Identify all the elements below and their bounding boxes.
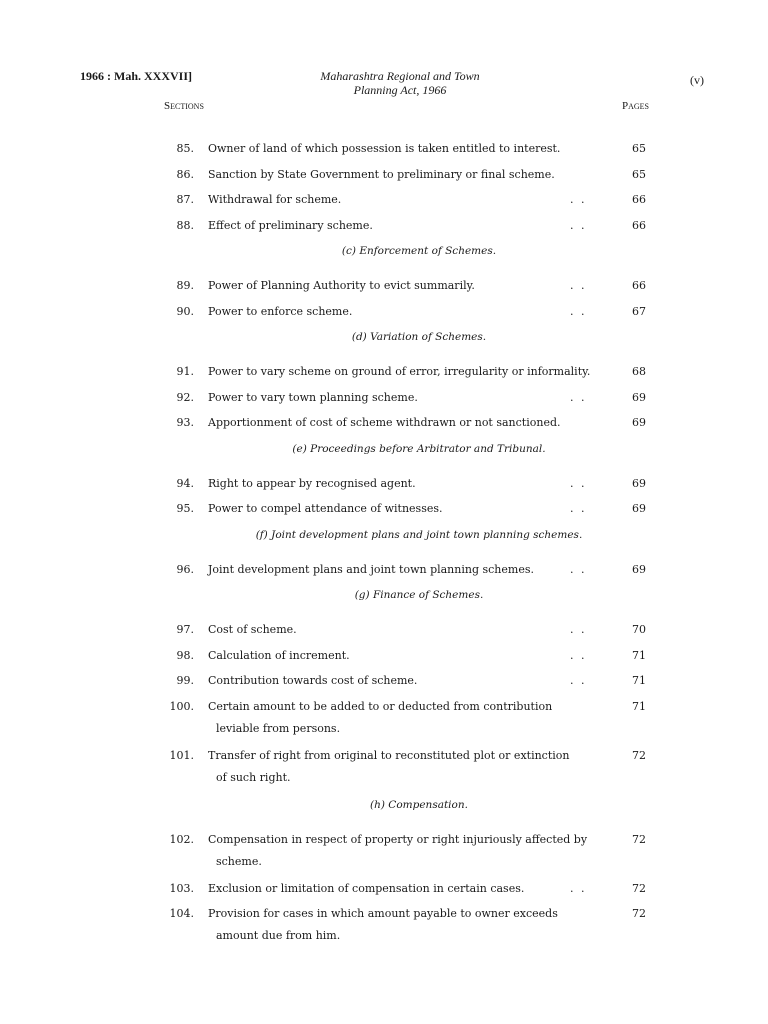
- section-number: 94.: [176, 476, 194, 490]
- page-reference: 65: [632, 167, 646, 181]
- section-title-line-1: Transfer of right from original to reconstituted plot or extinction: [208, 748, 570, 762]
- section-title: [208, 301, 613, 323]
- section-number: 101.: [169, 748, 194, 762]
- section-title: [208, 878, 613, 900]
- section-title-line-1: Effect of preliminary scheme.: [208, 218, 373, 232]
- section-title-line-1: Apportionment of cost of scheme withdrawn or not sanctioned.: [208, 416, 561, 429]
- toc-row: [0, 619, 768, 645]
- page-reference: 69: [632, 502, 646, 515]
- leader-dots: . .: [570, 623, 587, 636]
- part-subheading: (g) Finance of Schemes.: [354, 589, 484, 601]
- toc-row: [0, 473, 768, 499]
- section-number: 86.: [176, 167, 194, 181]
- section-title-line-1: Power to enforce scheme.: [208, 304, 353, 318]
- section-title: [208, 215, 613, 237]
- section-title: [208, 138, 613, 160]
- section-title: [208, 829, 613, 873]
- section-title-line-1: Power to vary scheme on ground of error, irregularity or informality.: [208, 365, 591, 378]
- section-number: 98.: [176, 648, 194, 662]
- leader-dots: . .: [570, 476, 587, 490]
- toc-row: [0, 361, 768, 387]
- leader-dots: . .: [570, 279, 587, 292]
- section-number: 88.: [176, 218, 194, 232]
- section-title-line-2: of such right.: [216, 770, 291, 784]
- pages-column-heading: Pages: [622, 100, 650, 112]
- page-reference: 72: [632, 748, 646, 762]
- section-title-line-1: Right to appear by recognised agent.: [208, 476, 416, 490]
- part-subheading: (e) Proceedings before Arbitrator and Tribunal.: [292, 442, 546, 455]
- section-title: [208, 412, 613, 434]
- part-subheading: (d) Variation of Schemes.: [351, 331, 487, 343]
- page-reference: 67: [632, 304, 646, 318]
- toc-row: [0, 559, 768, 585]
- part-subheading: (c) Enforcement of Schemes.: [341, 245, 497, 257]
- sections-column-heading: Sections: [164, 100, 204, 112]
- section-title: [208, 387, 613, 409]
- section-title-line-1: Certain amount to be added to or deducted from contribution: [208, 699, 553, 713]
- page-reference: 72: [632, 907, 646, 920]
- leader-dots: . .: [570, 304, 587, 318]
- toc-row: [0, 275, 768, 301]
- section-title-line-1: Sanction by State Government to preliminary or final scheme.: [208, 167, 555, 181]
- part-subheading: (h) Compensation.: [370, 798, 468, 811]
- section-title: [208, 619, 613, 641]
- page-reference: 71: [632, 674, 646, 687]
- page-reference: 68: [632, 365, 646, 378]
- section-title: [208, 361, 613, 383]
- section-title: [208, 903, 613, 947]
- toc-row: [0, 645, 768, 671]
- toc-row: [0, 498, 768, 524]
- section-title: [208, 745, 613, 789]
- page-reference: 69: [632, 562, 646, 576]
- section-title: [208, 164, 613, 186]
- section-title-line-1: Compensation in respect of property or right injuriously affected by: [208, 832, 588, 846]
- page-reference: 66: [632, 279, 646, 292]
- section-number: 87.: [176, 193, 194, 206]
- section-title: [208, 645, 613, 667]
- section-title-line-1: Contribution towards cost of scheme.: [208, 674, 418, 687]
- page-reference: 69: [632, 476, 646, 490]
- section-number: 93.: [176, 416, 194, 429]
- page-reference: 66: [632, 218, 646, 232]
- section-number: 91.: [176, 365, 194, 378]
- header-title-line-2: Planning Act, 1966: [353, 83, 447, 97]
- part-subheading: (f) Joint development plans and joint town planning schemes.: [255, 528, 583, 541]
- section-title-line-1: Withdrawal for scheme.: [208, 193, 342, 206]
- section-title-line-1: Joint development plans and joint town planning schemes.: [208, 562, 534, 576]
- section-title-line-1: Exclusion or limitation of compensation in certain cases.: [208, 881, 525, 895]
- section-number: 89.: [176, 279, 194, 292]
- page-reference: 71: [632, 648, 646, 662]
- page-reference: 65: [632, 142, 646, 155]
- section-title: [208, 559, 613, 581]
- toc-row: [0, 829, 768, 878]
- section-title-line-1: Power to vary town planning scheme.: [208, 390, 418, 404]
- toc-row: [0, 138, 768, 164]
- leader-dots: . .: [570, 390, 587, 404]
- section-number: 100.: [169, 699, 194, 713]
- section-number: 90.: [176, 304, 194, 318]
- section-title-line-2: amount due from him.: [216, 929, 341, 942]
- page-reference: 69: [632, 416, 646, 429]
- header-act-title: [260, 69, 540, 97]
- section-title: [208, 670, 613, 692]
- page-number: (v): [690, 73, 704, 87]
- toc-row: [0, 696, 768, 745]
- toc-row: [0, 745, 768, 794]
- toc-row: [0, 189, 768, 215]
- section-title-line-2: scheme.: [216, 854, 262, 868]
- section-number: 85.: [176, 142, 194, 155]
- section-number: 99.: [176, 674, 194, 687]
- section-title-line-1: Power of Planning Authority to evict summarily.: [208, 279, 475, 292]
- toc-row: [0, 670, 768, 696]
- page-reference: 70: [632, 623, 646, 636]
- leader-dots: . .: [570, 562, 587, 576]
- section-title-line-1: Cost of scheme.: [208, 623, 297, 636]
- toc-row: [0, 215, 768, 241]
- section-title-line-1: Provision for cases in which amount payable to owner exceeds: [208, 907, 558, 920]
- section-title: [208, 275, 613, 297]
- leader-dots: . .: [570, 881, 587, 895]
- section-title: [208, 473, 613, 495]
- page-reference: 66: [632, 193, 646, 206]
- section-number: 92.: [176, 390, 194, 404]
- page-reference: 69: [632, 390, 646, 404]
- section-title-line-1: Owner of land of which possession is taken entitled to interest.: [208, 142, 561, 155]
- leader-dots: . .: [570, 193, 587, 206]
- page-reference: 72: [632, 832, 646, 846]
- toc-row: [0, 412, 768, 438]
- section-number: 95.: [176, 502, 194, 515]
- section-title-line-1: Power to compel attendance of witnesses.: [208, 502, 443, 515]
- page-reference: 71: [632, 699, 646, 713]
- leader-dots: . .: [570, 502, 587, 515]
- table-of-contents: [0, 138, 768, 952]
- leader-dots: . .: [570, 674, 587, 687]
- section-number: 103.: [169, 881, 194, 895]
- header-act-reference: 1966 : Mah. XXXVII]: [80, 69, 192, 83]
- leader-dots: . .: [570, 648, 587, 662]
- toc-row: [0, 164, 768, 190]
- toc-row: [0, 903, 768, 952]
- section-title: [208, 696, 613, 740]
- section-number: 104.: [169, 907, 194, 920]
- section-title-line-2: leviable from persons.: [216, 721, 341, 735]
- toc-row: [0, 301, 768, 327]
- page-reference: 72: [632, 881, 646, 895]
- section-number: 96.: [176, 562, 194, 576]
- leader-dots: . .: [570, 218, 587, 232]
- section-title-line-1: Calculation of increment.: [208, 648, 350, 662]
- section-number: 102.: [169, 832, 194, 846]
- section-title: [208, 189, 613, 211]
- toc-row: [0, 878, 768, 904]
- section-number: 97.: [176, 623, 194, 636]
- header-title-line-1: Maharashtra Regional and Town: [320, 69, 480, 83]
- toc-row: [0, 387, 768, 413]
- section-title: [208, 498, 613, 520]
